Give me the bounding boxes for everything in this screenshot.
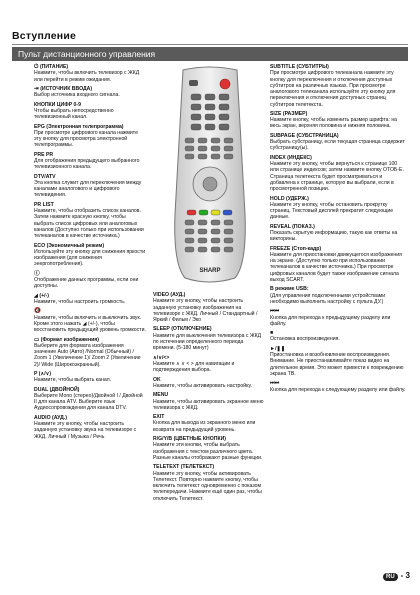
ok-button (203, 177, 217, 191)
left-entry (34, 308, 146, 333)
teletext-key (211, 247, 220, 252)
teletext-key (211, 238, 220, 243)
teletext-key (224, 220, 233, 225)
entry-title-text: INDEX (ИНДЕКС) (270, 154, 312, 161)
entry-title-text: EXIT (153, 414, 165, 421)
entry-title-text: КНОПКИ ЦИФР 0-9 (34, 101, 81, 108)
left-entry (34, 387, 146, 412)
entry-title-text: ⏭⏭ (270, 380, 280, 387)
mid-entry (153, 292, 265, 323)
page-number: RU - 3 (383, 571, 410, 581)
number-key (191, 104, 201, 110)
entry-body: Кнопка для перехода к предыдущему разделу или файлу. (270, 314, 391, 327)
function-key (224, 138, 233, 143)
function-key (211, 154, 220, 159)
entry-title-text: R/G/Y/B (ЦВЕТНЫЕ КНОПКИ) (153, 436, 227, 443)
right-entry (270, 308, 406, 327)
mid-entry (153, 355, 265, 374)
left-entry (34, 152, 146, 171)
color-key (187, 210, 196, 215)
left-column (34, 64, 146, 443)
entry-title-text: ►/❚❚ (270, 345, 286, 352)
right-entry (270, 246, 406, 284)
entry-body: Нажмите эту кнопку, чтобы остановить прокрутку страниц. Текстовый дисплей прекратит следующие данные. (270, 201, 394, 221)
teletext-key (224, 238, 233, 243)
entry-body: Нажмите для выключения телевизора с ЖКД по истечении определенного периода времени. (5-180 минут) (153, 332, 262, 352)
section-title: Вступление (12, 30, 77, 42)
entry-body: Нажмите, чтобы включить телевизор с ЖКД или перейти в режим ожидания. (34, 70, 140, 83)
mid-entry (153, 377, 265, 390)
mid-entry (153, 414, 265, 433)
entry-body: Нажмите, чтобы выбрать канал. (34, 377, 112, 384)
entry-title-text: ⏮⏮ (270, 308, 280, 315)
entry-body: Нажмите кнопку, чтобы изменить размер шрифта: на весь экран, верхняя половина и нижняя половина. (270, 117, 398, 130)
left-entry (34, 124, 146, 149)
number-key (219, 124, 229, 130)
entry-body: Нажмите эту кнопку, чтобы вернуться к странице 100 или странице индексов; затем нажмите кнопку ОТОБ-Е. Страница телетекста будет просматриваться и добавлена к странице, которую вы выбрали, если в просмотренной позиции. (270, 161, 404, 193)
number-key (205, 104, 215, 110)
right-entry (270, 346, 406, 377)
entry-body: Отображение данных программы, если они доступны. (34, 277, 139, 290)
middle-column (153, 292, 265, 505)
left-entry (34, 102, 146, 121)
teletext-key (224, 229, 233, 234)
entry-body: Используйте эту кнопку для снижения яркости изображения (для снижения энергопотребления). (34, 248, 146, 268)
power-button (220, 79, 230, 89)
color-key (223, 210, 232, 215)
right-entry (270, 133, 406, 152)
entry-body: Показать скрытую информацию, такую как ответы на викторины. (270, 229, 398, 243)
language-badge: RU (383, 573, 398, 581)
right-column (270, 64, 406, 396)
entry-body: Нажмите, чтобы отобразить список каналов. Затем нажмите красную кнопку, чтобы выбрать список цифровых или аналоговых каналов (Доступно только при использовании телеканалов в качестве источника.) (34, 208, 144, 240)
entry-body: Нажмите, чтобы настроить громкость. (34, 298, 126, 305)
entry-title-text: ■ (270, 330, 274, 337)
entry-body: При просмотре цифрового телеканала нажмите эту кнопку для переключения и отключения доступных субтитров на различных языках. При просмотре аналогового телеканала используйте эту кнопку для переключения и отключения доступных страниц субтитров телетекста. (270, 70, 396, 108)
entry-body: Выберите Mono (стерео)/Двойной I / Двойной II для канала ATV. Выберите язык Аудиосопровождения для канала DTV. (34, 392, 143, 412)
number-key (191, 94, 201, 100)
right-entry (270, 196, 406, 221)
entry-body: Чтобы выбрать непосредственно телевизионный канал. (34, 107, 114, 121)
entry-title-text: PR LIST (34, 201, 54, 208)
teletext-key (185, 229, 194, 234)
entry-body: (Для управления подключенными устройствами необходимо выполнить настройку с пульта ДУ.) (270, 292, 386, 305)
entry-title-text: ∧/∨/<> (153, 354, 170, 361)
teletext-key (198, 238, 207, 243)
entry-title-text: VIDEO (АУД.) (153, 292, 186, 298)
right-entry (270, 224, 406, 243)
page-number-value: 3 (405, 571, 410, 580)
entry-icon: ▭ (34, 336, 40, 343)
entry-body: Выбор источника входного сигнала. (34, 92, 120, 99)
entry-title-text: (Формат изображения) (40, 336, 99, 343)
entry-body: Кнопка для выхода из экранного меню или возврата на предыдущий уровень. (153, 420, 256, 433)
entry-body: Нажмите эту кнопку, чтобы активировать Телетекст. Повторно нажмите кнопку, чтобы включить телетекст одновременно с показом телепередачи. Нажмите ещё один раз, чтобы отключить Телетекст. (153, 470, 262, 502)
mid-entry (153, 436, 265, 461)
left-entry (34, 337, 146, 368)
remote-brand: SHARP (199, 268, 221, 274)
left-entry (34, 174, 146, 199)
right-entry (270, 330, 406, 343)
entry-title-text: В режиме USB: (270, 286, 309, 293)
number-key (219, 114, 229, 120)
teletext-key (198, 220, 207, 225)
teletext-key (198, 229, 207, 234)
right-entry (270, 64, 406, 108)
mid-entry (153, 392, 265, 411)
remote-control-illustration (151, 64, 268, 288)
entry-title-text: AUDIO (АУД.) (34, 414, 67, 421)
entry-title-text: MENU (153, 392, 169, 399)
entry-body: Нажмите ∧ ∨ < > для навигации и подтверждения выбора. (153, 360, 235, 374)
entry-body: При просмотре цифрового канала нажмите эту кнопку для просмотра электронной телепрограммы. (34, 129, 138, 149)
left-entry (34, 64, 146, 83)
function-key (198, 146, 207, 151)
entry-body: Нажмите для приостановки движущегося изображения на экране. (Доступно только при использовании телеканалов в качестве источника.) При просмотре цифровых каналов будет также изображение сигнала выход SCART. (270, 251, 402, 283)
entry-title-text: OK (153, 376, 161, 383)
entry-title-text: EPG (Электронная телепрограмма) (34, 123, 124, 130)
entry-body: Выбрать субстраницу, если текущая страница содержит субстраницу(ы). (270, 139, 405, 152)
function-key (185, 138, 194, 143)
number-key (191, 114, 201, 120)
entry-title-text: (ИСТОЧНИК ВВОДА) (40, 85, 93, 92)
entry-title-text: ECO (Экономичный режим) (34, 242, 105, 249)
entry-body: Нажмите, чтобы включить и выключить звук. Кроме этого нажать ◢ (+/-), чтобы восстановить предыдущий уровень громкости. (34, 314, 146, 334)
left-entry (34, 202, 146, 240)
left-entry (34, 415, 146, 440)
left-entry (34, 271, 146, 290)
entry-title-text: SUBPAGE (СУБСТРАНИЦА) (270, 132, 339, 139)
section-band (12, 47, 408, 61)
mid-entry (153, 464, 265, 502)
entry-body: Нажмите, чтобы активировать экранное меню телевизора с ЖКД. (153, 398, 264, 411)
right-entry (270, 380, 406, 393)
left-entry (34, 371, 146, 384)
right-entry (270, 111, 406, 130)
entry-title-text: FREEZE (Стоп-кадр) (270, 245, 322, 252)
function-key (185, 154, 194, 159)
entry-body: Нажмите эту кнопку, чтобы настроить заданную установку изображения на телевизоре с ЖКД. Личный / Стандартный / Яркий / Фильм / Эко (153, 298, 258, 323)
entry-body: Нажмите эти кнопки, чтобы выбрать изображения с текстом различного цвета. Разные каналы отображают разные функции. (153, 442, 263, 461)
number-key (219, 104, 229, 110)
entry-icon: ⏻ (34, 64, 39, 70)
teletext-key (185, 220, 194, 225)
right-entry (270, 286, 406, 305)
number-key (205, 114, 215, 120)
entry-body: Эта кнопка служит для переключения между каналами аналогового и цифрового телевидения. (34, 179, 142, 199)
entry-title-text: SUBTITLE (СУБТИТРЫ) (270, 64, 329, 70)
entry-title-text: SIZE (РАЗМЕР) (270, 110, 308, 117)
entry-title-text: TELETEXT (ТЕЛЕТЕКСТ) (153, 464, 215, 471)
teletext-key (224, 247, 233, 252)
entry-title-text: P (∧/∨) (34, 371, 52, 377)
teletext-key (211, 220, 220, 225)
entry-title-text: PRE PR (34, 151, 54, 158)
entry-title-text: DTV/ATV (34, 173, 56, 180)
entry-body: Нажмите, чтобы активировать настройку. (153, 382, 252, 389)
mid-entry (153, 326, 265, 351)
entry-title-text: REVEAL (ПОКАЗ.) (270, 223, 315, 230)
entry-body: Кнопка для перехода к следующему разделу или файлу. (270, 386, 406, 393)
entry-title-text: (ПИТАНИЕ) (39, 64, 69, 70)
entry-title-text: DUAL (ДВОЙНОЙ) (34, 386, 80, 393)
function-key (185, 146, 194, 151)
entry-title-text: ◢ (+/-) (34, 292, 49, 299)
entry-title-text: HOLD (УДЕРЖ.) (270, 195, 309, 202)
teletext-key (198, 247, 207, 252)
function-key (211, 146, 220, 151)
function-key (211, 138, 220, 143)
left-entry (34, 243, 146, 268)
number-key (219, 94, 229, 100)
entry-title-text: SLEEP (ОТКЛЮЧЕНИЕ) (153, 326, 212, 333)
teletext-key (185, 247, 194, 252)
number-key (205, 124, 215, 130)
number-key (191, 124, 201, 130)
title-rule (12, 44, 408, 45)
function-key (224, 146, 233, 151)
color-key (211, 210, 220, 215)
entry-icon: 🔇 (34, 308, 41, 315)
function-key (224, 154, 233, 159)
entry-icon: ⓘ (34, 270, 40, 277)
entry-body: Выберите для формата изображения значение Auto (Авто) /Normal (Обычный) / Zoom 1 (Увеличение 1)/ Zoom 2 (Увеличение 2)/ Wide (Широкоэкранный). (34, 342, 141, 368)
entry-body: Для отображения предыдущего выбранного телевизионного канала. (34, 158, 140, 171)
input-button (189, 80, 198, 86)
band-title: Пульт дистанционного управления (18, 49, 156, 59)
entry-icon: ⇥ (34, 85, 39, 92)
entry-body: Остановка воспроизведения. (270, 336, 340, 343)
number-key (205, 94, 215, 100)
left-entry (34, 86, 146, 99)
teletext-key (185, 238, 194, 243)
color-key (199, 210, 208, 215)
entry-body: Нажмите эту кнопку, чтобы настроить заданную установку звука на телевизоре с ЖКД. Личный / Музыка / Речь (34, 421, 137, 440)
entry-body: Приостановка и возобновление воспроизведения. Внимание. Не приостанавливайте показ видео на длительное время. Это может привести к повреждению экрана ТВ. (270, 352, 404, 377)
left-entry (34, 293, 146, 306)
right-entry (270, 155, 406, 193)
teletext-key (211, 229, 220, 234)
function-key (198, 138, 207, 143)
function-key (198, 154, 207, 159)
